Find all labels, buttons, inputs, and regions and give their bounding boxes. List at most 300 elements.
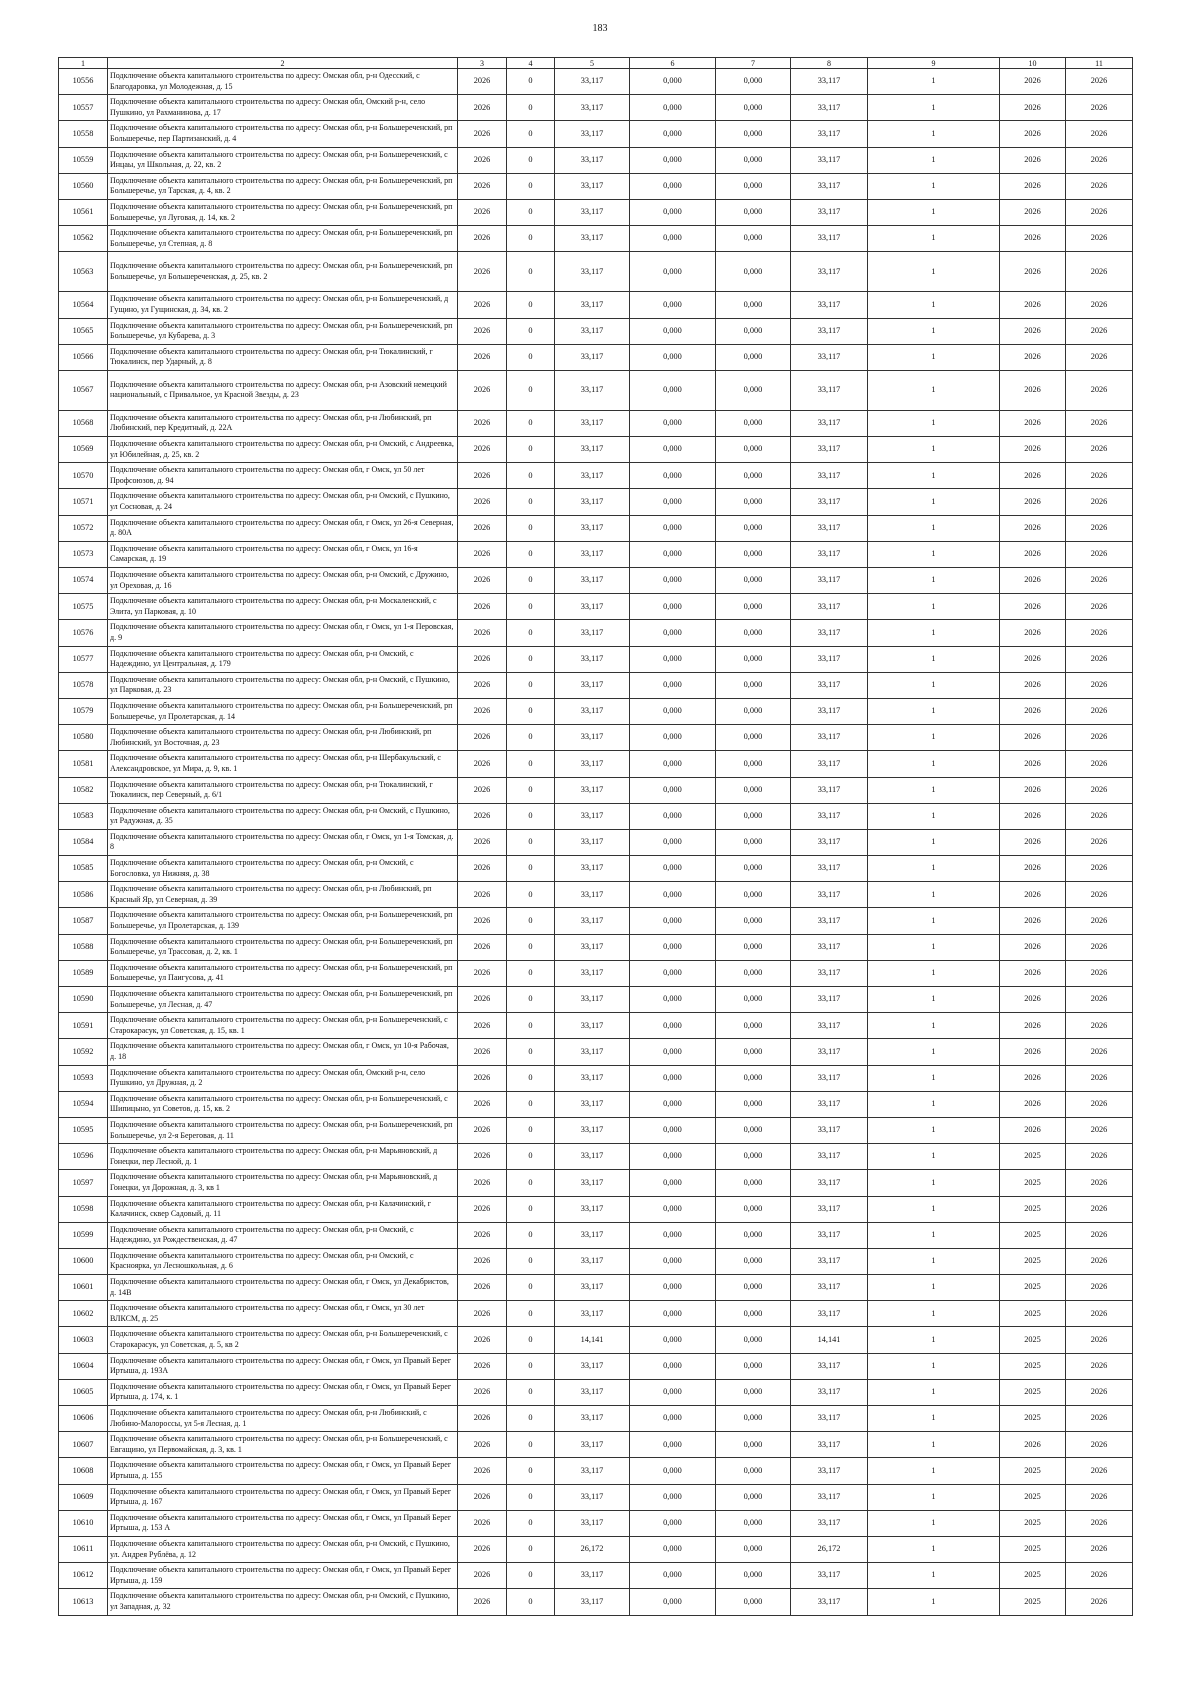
object-description: Подключение объекта капитального строительства по адресу: Омская обл, р-н Большереченский, рп Большеречье, ул Паигусова, д. 41 bbox=[108, 960, 458, 986]
object-description: Подключение объекта капитального строительства по адресу: Омская обл, р-н Марьяновский, д Гонецки, пер Лесной, д. 1 bbox=[108, 1144, 458, 1170]
col-9-value: 1 bbox=[868, 829, 1000, 855]
col-5-value: 33,117 bbox=[555, 856, 630, 882]
table-row bbox=[59, 1039, 1133, 1065]
col-4-value: 0 bbox=[507, 1458, 555, 1484]
row-number: 10558 bbox=[59, 121, 108, 147]
col-3-value: 2026 bbox=[458, 751, 507, 777]
col-4-value: 0 bbox=[507, 489, 555, 515]
col-4-value: 0 bbox=[507, 594, 555, 620]
table-row bbox=[59, 698, 1133, 724]
col-11-value: 2026 bbox=[1066, 1196, 1133, 1222]
col-4-value: 0 bbox=[507, 646, 555, 672]
col-5-value: 33,117 bbox=[555, 1432, 630, 1458]
col-6-value: 0,000 bbox=[630, 1510, 716, 1536]
col-9-value: 1 bbox=[868, 1589, 1000, 1615]
object-description: Подключение объекта капитального строительства по адресу: Омская обл, р-н Омский, с Богословка, ул Нижняя, д. 38 bbox=[108, 856, 458, 882]
table-row bbox=[59, 226, 1133, 252]
object-description: Подключение объекта капитального строительства по адресу: Омская обл, р-н Омский, с Пушкино, ул Западная, д. 32 bbox=[108, 1589, 458, 1615]
col-10-value: 2025 bbox=[1000, 1510, 1066, 1536]
col-4-value: 0 bbox=[507, 856, 555, 882]
col-5-value: 33,117 bbox=[555, 541, 630, 567]
col-7-value: 0,000 bbox=[716, 1196, 791, 1222]
col-8-value: 33,117 bbox=[791, 672, 868, 698]
row-number: 10561 bbox=[59, 199, 108, 225]
row-number: 10604 bbox=[59, 1353, 108, 1379]
row-number: 10597 bbox=[59, 1170, 108, 1196]
row-number: 10564 bbox=[59, 292, 108, 318]
col-11-value: 2026 bbox=[1066, 1065, 1133, 1091]
col-8-value: 14,141 bbox=[791, 1327, 868, 1353]
col-9-value: 1 bbox=[868, 1563, 1000, 1589]
col-7-value: 0,000 bbox=[716, 147, 791, 173]
col-7-value: 0,000 bbox=[716, 410, 791, 436]
row-number: 10590 bbox=[59, 987, 108, 1013]
row-number: 10609 bbox=[59, 1484, 108, 1510]
col-3-value: 2026 bbox=[458, 1510, 507, 1536]
col-9-value: 1 bbox=[868, 1484, 1000, 1510]
col-9-value: 1 bbox=[868, 987, 1000, 1013]
col-11-value: 2026 bbox=[1066, 173, 1133, 199]
col-4-value: 0 bbox=[507, 1484, 555, 1510]
col-7-value: 0,000 bbox=[716, 698, 791, 724]
col-10-value: 2026 bbox=[1000, 410, 1066, 436]
col-7-value: 0,000 bbox=[716, 1458, 791, 1484]
col-11-value: 2026 bbox=[1066, 1563, 1133, 1589]
col-6-value: 0,000 bbox=[630, 934, 716, 960]
col-8-value: 33,117 bbox=[791, 1589, 868, 1615]
col-11-value: 2026 bbox=[1066, 1353, 1133, 1379]
object-description: Подключение объекта капитального строительства по адресу: Омская обл, р-н Шербакульский, с Александровское, ул Мира, д. 9, кв. 1 bbox=[108, 751, 458, 777]
col-6-value: 0,000 bbox=[630, 1406, 716, 1432]
row-number: 10613 bbox=[59, 1589, 108, 1615]
col-9-value: 1 bbox=[868, 751, 1000, 777]
col-8-value: 33,117 bbox=[791, 594, 868, 620]
col-7-value: 0,000 bbox=[716, 672, 791, 698]
col-9-value: 1 bbox=[868, 292, 1000, 318]
object-description: Подключение объекта капитального строительства по адресу: Омская обл, р-н Азовский немецкий национальный, с Привальное, ул Красной Звезды, д. 23 bbox=[108, 370, 458, 410]
col-6-value: 0,000 bbox=[630, 1065, 716, 1091]
table-row bbox=[59, 344, 1133, 370]
col-6-value: 0,000 bbox=[630, 121, 716, 147]
col-3-value: 2026 bbox=[458, 1196, 507, 1222]
col-7-value: 0,000 bbox=[716, 594, 791, 620]
col-3-value: 2026 bbox=[458, 856, 507, 882]
col-7-value: 0,000 bbox=[716, 1222, 791, 1248]
col-8-value: 33,117 bbox=[791, 541, 868, 567]
table-row bbox=[59, 856, 1133, 882]
object-description: Подключение объекта капитального строительства по адресу: Омская обл, р-н Москаленский, с Элита, ул Парковая, д. 10 bbox=[108, 594, 458, 620]
table-row bbox=[59, 1510, 1133, 1536]
col-8-value: 33,117 bbox=[791, 646, 868, 672]
col-3-value: 2026 bbox=[458, 173, 507, 199]
col-6-value: 0,000 bbox=[630, 1091, 716, 1117]
col-9-value: 1 bbox=[868, 1013, 1000, 1039]
col-6-value: 0,000 bbox=[630, 95, 716, 121]
object-description: Подключение объекта капитального строительства по адресу: Омская обл, р-н Омский, с Красноярка, ул Лесношкольная, д. 6 bbox=[108, 1248, 458, 1274]
col-3-value: 2026 bbox=[458, 882, 507, 908]
col-4-value: 0 bbox=[507, 344, 555, 370]
row-number: 10584 bbox=[59, 829, 108, 855]
col-11-value: 2026 bbox=[1066, 620, 1133, 646]
table-row bbox=[59, 1275, 1133, 1301]
col-6-value: 0,000 bbox=[630, 1432, 716, 1458]
table-row bbox=[59, 568, 1133, 594]
col-9-value: 1 bbox=[868, 1222, 1000, 1248]
row-number: 10602 bbox=[59, 1301, 108, 1327]
table-row bbox=[59, 1248, 1133, 1274]
col-10-value: 2026 bbox=[1000, 620, 1066, 646]
col-7-value: 0,000 bbox=[716, 1589, 791, 1615]
row-number: 10559 bbox=[59, 147, 108, 173]
col-7-value: 0,000 bbox=[716, 1091, 791, 1117]
row-number: 10607 bbox=[59, 1432, 108, 1458]
table-row bbox=[59, 541, 1133, 567]
col-9-value: 1 bbox=[868, 1406, 1000, 1432]
col-6-value: 0,000 bbox=[630, 856, 716, 882]
col-5-value: 33,117 bbox=[555, 199, 630, 225]
col-8-value: 33,117 bbox=[791, 856, 868, 882]
row-number: 10562 bbox=[59, 226, 108, 252]
col-9-value: 1 bbox=[868, 594, 1000, 620]
col-3-value: 2026 bbox=[458, 1536, 507, 1562]
col-7-value: 0,000 bbox=[716, 437, 791, 463]
col-8-value: 33,117 bbox=[791, 960, 868, 986]
row-number: 10592 bbox=[59, 1039, 108, 1065]
col-5-value: 33,117 bbox=[555, 1301, 630, 1327]
col-9-value: 1 bbox=[868, 1065, 1000, 1091]
row-number: 10567 bbox=[59, 370, 108, 410]
col-5-value: 33,117 bbox=[555, 370, 630, 410]
table-row bbox=[59, 777, 1133, 803]
col-3-value: 2026 bbox=[458, 908, 507, 934]
col-8-value: 33,117 bbox=[791, 1484, 868, 1510]
row-number: 10587 bbox=[59, 908, 108, 934]
col-11-value: 2026 bbox=[1066, 1170, 1133, 1196]
col-9-value: 1 bbox=[868, 410, 1000, 436]
col-10-value: 2025 bbox=[1000, 1170, 1066, 1196]
col-4-value: 0 bbox=[507, 292, 555, 318]
table-row bbox=[59, 803, 1133, 829]
page-number: 183 bbox=[592, 23, 608, 34]
row-number: 10585 bbox=[59, 856, 108, 882]
col-9-value: 1 bbox=[868, 199, 1000, 225]
col-5-value: 33,117 bbox=[555, 318, 630, 344]
col-4-value: 0 bbox=[507, 515, 555, 541]
col-11-value: 2026 bbox=[1066, 725, 1133, 751]
col-4-value: 0 bbox=[507, 1379, 555, 1405]
col-5-value: 33,117 bbox=[555, 803, 630, 829]
col-10-value: 2025 bbox=[1000, 1196, 1066, 1222]
object-description: Подключение объекта капитального строительства по адресу: Омская обл, р-н Омский, с Дружино, ул Ореховая, д. 16 bbox=[108, 568, 458, 594]
table-header-row bbox=[59, 58, 1133, 69]
col-5-value: 33,117 bbox=[555, 1013, 630, 1039]
table-row bbox=[59, 1170, 1133, 1196]
col-11-value: 2026 bbox=[1066, 69, 1133, 95]
table-row bbox=[59, 987, 1133, 1013]
col-11-value: 2026 bbox=[1066, 1117, 1133, 1143]
col-7-value: 0,000 bbox=[716, 1327, 791, 1353]
row-number: 10577 bbox=[59, 646, 108, 672]
col-8-value: 33,117 bbox=[791, 437, 868, 463]
col-7-value: 0,000 bbox=[716, 1301, 791, 1327]
row-number: 10556 bbox=[59, 69, 108, 95]
col-11-value: 2026 bbox=[1066, 226, 1133, 252]
col-8-value: 33,117 bbox=[791, 410, 868, 436]
table-row bbox=[59, 1353, 1133, 1379]
col-5-value: 33,117 bbox=[555, 344, 630, 370]
col-10-value: 2026 bbox=[1000, 803, 1066, 829]
col-5-value: 33,117 bbox=[555, 226, 630, 252]
col-6-value: 0,000 bbox=[630, 370, 716, 410]
table-body bbox=[59, 69, 1133, 1616]
col-7-value: 0,000 bbox=[716, 515, 791, 541]
col-5-value: 33,117 bbox=[555, 1144, 630, 1170]
table-row bbox=[59, 1065, 1133, 1091]
col-5-value: 33,117 bbox=[555, 725, 630, 751]
col-9-value: 1 bbox=[868, 1275, 1000, 1301]
col-5-value: 33,117 bbox=[555, 646, 630, 672]
col-9-value: 1 bbox=[868, 437, 1000, 463]
object-description: Подключение объекта капитального строительства по адресу: Омская обл, г Омск, ул 50 лет Профсоюзов, д. 94 bbox=[108, 463, 458, 489]
col-6-value: 0,000 bbox=[630, 541, 716, 567]
col-4-value: 0 bbox=[507, 95, 555, 121]
col-8-value: 33,117 bbox=[791, 463, 868, 489]
col-7-value: 0,000 bbox=[716, 541, 791, 567]
col-7-value: 0,000 bbox=[716, 646, 791, 672]
col-11-value: 2026 bbox=[1066, 95, 1133, 121]
col-3-value: 2026 bbox=[458, 1275, 507, 1301]
col-3-value: 2026 bbox=[458, 1144, 507, 1170]
col-7-value: 0,000 bbox=[716, 1484, 791, 1510]
col-5-value: 33,117 bbox=[555, 437, 630, 463]
object-description: Подключение объекта капитального строительства по адресу: Омская обл, р-н Большереченский, рп Большеречье, ул Пролетарская, д. 14 bbox=[108, 698, 458, 724]
col-9-value: 1 bbox=[868, 856, 1000, 882]
col-6-value: 0,000 bbox=[630, 292, 716, 318]
col-10-value: 2026 bbox=[1000, 147, 1066, 173]
col-8-value: 33,117 bbox=[791, 147, 868, 173]
col-3-value: 2026 bbox=[458, 646, 507, 672]
col-9-value: 1 bbox=[868, 1170, 1000, 1196]
col-3-value: 2026 bbox=[458, 292, 507, 318]
row-number: 10606 bbox=[59, 1406, 108, 1432]
col-8-value: 33,117 bbox=[791, 777, 868, 803]
col-5-value: 33,117 bbox=[555, 1039, 630, 1065]
col-11-value: 2026 bbox=[1066, 882, 1133, 908]
col-10-value: 2026 bbox=[1000, 437, 1066, 463]
col-3-value: 2026 bbox=[458, 463, 507, 489]
col-11-value: 2026 bbox=[1066, 1039, 1133, 1065]
col-7-value: 0,000 bbox=[716, 199, 791, 225]
col-11-value: 2026 bbox=[1066, 1301, 1133, 1327]
col-10-value: 2026 bbox=[1000, 672, 1066, 698]
object-description: Подключение объекта капитального строительства по адресу: Омская обл, р-н Омский, с Пушкино, ул Сосновая, д. 24 bbox=[108, 489, 458, 515]
row-number: 10582 bbox=[59, 777, 108, 803]
col-4-value: 0 bbox=[507, 568, 555, 594]
table-row bbox=[59, 1013, 1133, 1039]
row-number: 10611 bbox=[59, 1536, 108, 1562]
col-6-value: 0,000 bbox=[630, 1563, 716, 1589]
col-5-value: 33,117 bbox=[555, 1065, 630, 1091]
table-row bbox=[59, 1144, 1133, 1170]
col-6-value: 0,000 bbox=[630, 803, 716, 829]
col-5-value: 33,117 bbox=[555, 1222, 630, 1248]
table-row bbox=[59, 292, 1133, 318]
col-10-value: 2026 bbox=[1000, 370, 1066, 410]
col-3-value: 2026 bbox=[458, 1301, 507, 1327]
table-row bbox=[59, 1536, 1133, 1562]
col-6-value: 0,000 bbox=[630, 1117, 716, 1143]
col-10-value: 2026 bbox=[1000, 960, 1066, 986]
col-6-value: 0,000 bbox=[630, 226, 716, 252]
col-11-value: 2026 bbox=[1066, 121, 1133, 147]
col-3-value: 2026 bbox=[458, 437, 507, 463]
col-6-value: 0,000 bbox=[630, 1484, 716, 1510]
col-4-value: 0 bbox=[507, 1432, 555, 1458]
col-4-value: 0 bbox=[507, 1065, 555, 1091]
col-8-value: 33,117 bbox=[791, 725, 868, 751]
row-number: 10581 bbox=[59, 751, 108, 777]
col-4-value: 0 bbox=[507, 1301, 555, 1327]
table-row bbox=[59, 1484, 1133, 1510]
col-10-value: 2026 bbox=[1000, 829, 1066, 855]
col-5-value: 33,117 bbox=[555, 1196, 630, 1222]
row-number: 10576 bbox=[59, 620, 108, 646]
row-number: 10575 bbox=[59, 594, 108, 620]
row-number: 10573 bbox=[59, 541, 108, 567]
col-3-value: 2026 bbox=[458, 410, 507, 436]
col-11-value: 2026 bbox=[1066, 489, 1133, 515]
col-6-value: 0,000 bbox=[630, 1013, 716, 1039]
col-9-value: 1 bbox=[868, 344, 1000, 370]
object-description: Подключение объекта капитального строительства по адресу: Омская обл, р-н Большереченский, рп Большеречье, ул Степная, д. 8 bbox=[108, 226, 458, 252]
col-5-value: 33,117 bbox=[555, 1170, 630, 1196]
col-7-value: 0,000 bbox=[716, 1013, 791, 1039]
col-4-value: 0 bbox=[507, 1222, 555, 1248]
col-10-value: 2026 bbox=[1000, 1117, 1066, 1143]
col-5-value: 33,117 bbox=[555, 252, 630, 292]
col-5-value: 33,117 bbox=[555, 1275, 630, 1301]
col-3-value: 2026 bbox=[458, 226, 507, 252]
col-3-value: 2026 bbox=[458, 777, 507, 803]
col-4-value: 0 bbox=[507, 147, 555, 173]
col-7-value: 0,000 bbox=[716, 1563, 791, 1589]
col-3-value: 2026 bbox=[458, 960, 507, 986]
col-10-value: 2026 bbox=[1000, 318, 1066, 344]
data-table bbox=[58, 57, 1133, 1616]
object-description: Подключение объекта капитального строительства по адресу: Омская обл, р-н Омский, с Пушкино, ул Радужная, д. 35 bbox=[108, 803, 458, 829]
row-number: 10598 bbox=[59, 1196, 108, 1222]
col-8-value: 33,117 bbox=[791, 1248, 868, 1274]
column-header: 6 bbox=[630, 58, 716, 69]
col-4-value: 0 bbox=[507, 437, 555, 463]
col-10-value: 2026 bbox=[1000, 725, 1066, 751]
table-row bbox=[59, 1406, 1133, 1432]
col-4-value: 0 bbox=[507, 1091, 555, 1117]
col-4-value: 0 bbox=[507, 173, 555, 199]
col-9-value: 1 bbox=[868, 777, 1000, 803]
row-number: 10589 bbox=[59, 960, 108, 986]
col-6-value: 0,000 bbox=[630, 1144, 716, 1170]
col-8-value: 33,117 bbox=[791, 1013, 868, 1039]
col-11-value: 2026 bbox=[1066, 1458, 1133, 1484]
col-8-value: 33,117 bbox=[791, 882, 868, 908]
col-4-value: 0 bbox=[507, 1196, 555, 1222]
table-row bbox=[59, 173, 1133, 199]
object-description: Подключение объекта капитального строительства по адресу: Омская обл, г Омск, ул Правый Берег Иртыша, д. 159 bbox=[108, 1563, 458, 1589]
col-11-value: 2026 bbox=[1066, 541, 1133, 567]
col-10-value: 2025 bbox=[1000, 1484, 1066, 1510]
col-7-value: 0,000 bbox=[716, 1039, 791, 1065]
row-number: 10600 bbox=[59, 1248, 108, 1274]
col-5-value: 33,117 bbox=[555, 1510, 630, 1536]
col-4-value: 0 bbox=[507, 777, 555, 803]
col-5-value: 33,117 bbox=[555, 934, 630, 960]
col-4-value: 0 bbox=[507, 318, 555, 344]
col-10-value: 2025 bbox=[1000, 1353, 1066, 1379]
col-6-value: 0,000 bbox=[630, 1275, 716, 1301]
col-11-value: 2026 bbox=[1066, 292, 1133, 318]
col-8-value: 26,172 bbox=[791, 1536, 868, 1562]
table-row bbox=[59, 882, 1133, 908]
col-8-value: 33,117 bbox=[791, 698, 868, 724]
col-6-value: 0,000 bbox=[630, 725, 716, 751]
row-number: 10605 bbox=[59, 1379, 108, 1405]
col-8-value: 33,117 bbox=[791, 95, 868, 121]
col-6-value: 0,000 bbox=[630, 594, 716, 620]
col-8-value: 33,117 bbox=[791, 803, 868, 829]
col-3-value: 2026 bbox=[458, 1065, 507, 1091]
col-9-value: 1 bbox=[868, 1458, 1000, 1484]
col-9-value: 1 bbox=[868, 1510, 1000, 1536]
row-number: 10612 bbox=[59, 1563, 108, 1589]
col-7-value: 0,000 bbox=[716, 1248, 791, 1274]
col-9-value: 1 bbox=[868, 934, 1000, 960]
col-10-value: 2025 bbox=[1000, 1589, 1066, 1615]
col-3-value: 2026 bbox=[458, 1013, 507, 1039]
col-6-value: 0,000 bbox=[630, 1353, 716, 1379]
row-number: 10583 bbox=[59, 803, 108, 829]
col-4-value: 0 bbox=[507, 1406, 555, 1432]
col-10-value: 2026 bbox=[1000, 1039, 1066, 1065]
col-10-value: 2026 bbox=[1000, 489, 1066, 515]
col-9-value: 1 bbox=[868, 173, 1000, 199]
col-8-value: 33,117 bbox=[791, 620, 868, 646]
col-3-value: 2026 bbox=[458, 1327, 507, 1353]
col-4-value: 0 bbox=[507, 1248, 555, 1274]
col-9-value: 1 bbox=[868, 489, 1000, 515]
col-11-value: 2026 bbox=[1066, 437, 1133, 463]
table-row bbox=[59, 147, 1133, 173]
col-7-value: 0,000 bbox=[716, 829, 791, 855]
col-10-value: 2026 bbox=[1000, 344, 1066, 370]
col-8-value: 33,117 bbox=[791, 1117, 868, 1143]
col-11-value: 2026 bbox=[1066, 199, 1133, 225]
col-11-value: 2026 bbox=[1066, 1222, 1133, 1248]
col-4-value: 0 bbox=[507, 1563, 555, 1589]
col-6-value: 0,000 bbox=[630, 1248, 716, 1274]
column-header: 9 bbox=[868, 58, 1000, 69]
col-9-value: 1 bbox=[868, 1301, 1000, 1327]
col-3-value: 2026 bbox=[458, 1170, 507, 1196]
col-9-value: 1 bbox=[868, 541, 1000, 567]
col-7-value: 0,000 bbox=[716, 292, 791, 318]
col-9-value: 1 bbox=[868, 646, 1000, 672]
col-6-value: 0,000 bbox=[630, 1222, 716, 1248]
col-4-value: 0 bbox=[507, 1327, 555, 1353]
object-description: Подключение объекта капитального строительства по адресу: Омская обл, р-н Большереченский, с Инцаы, ул Школьная, д. 22, кв. 2 bbox=[108, 147, 458, 173]
row-number: 10594 bbox=[59, 1091, 108, 1117]
col-11-value: 2026 bbox=[1066, 252, 1133, 292]
